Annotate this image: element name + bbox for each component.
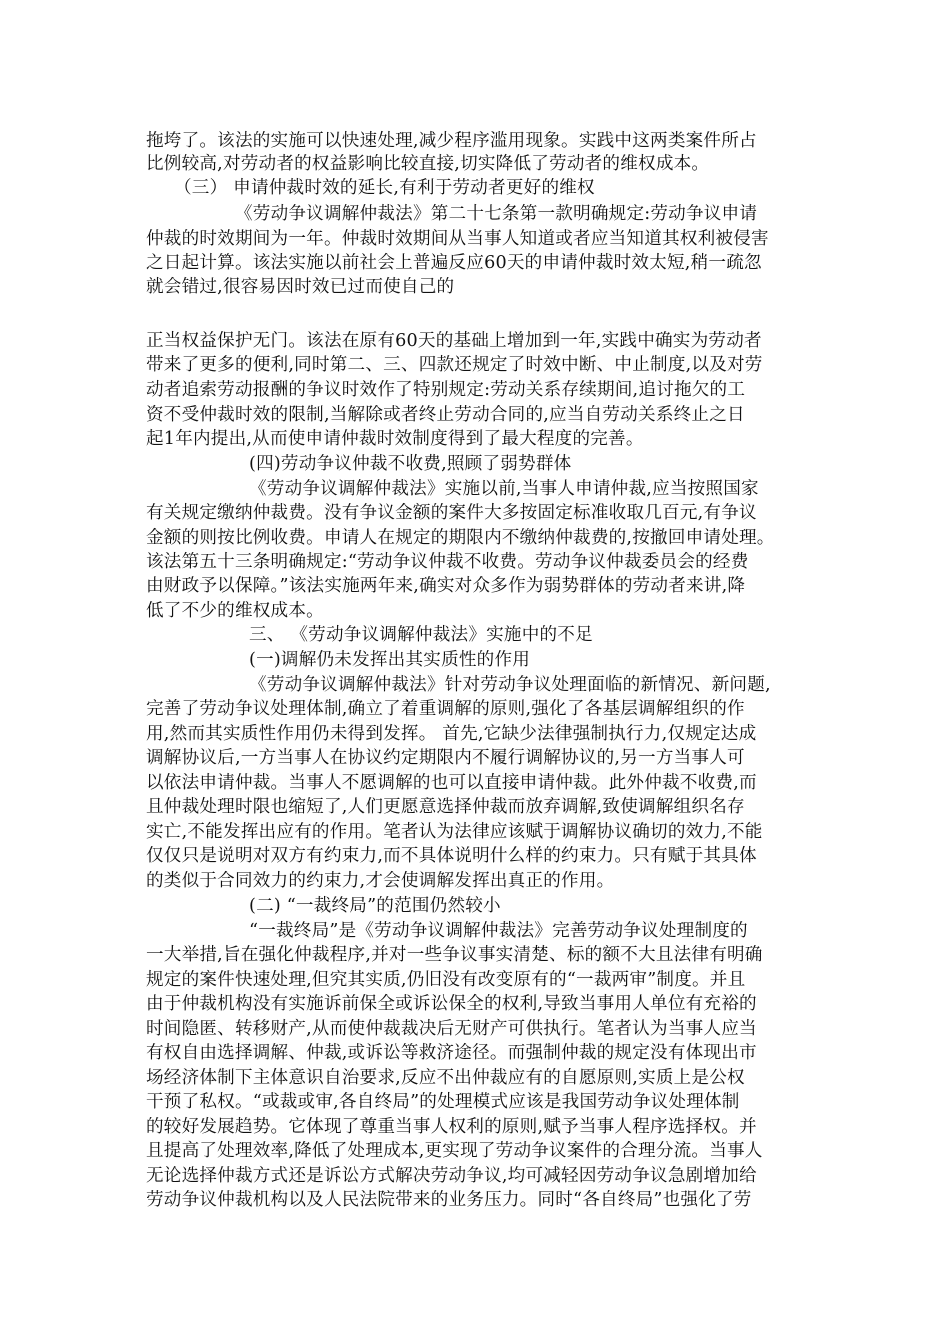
text-line: 资不受仲裁时效的限制,当解除或者终止劳动合同的,应当自劳动关系终止之日 [146,405,745,425]
text-line: 拖垮了。该法的实施可以快速处理,减少程序滥用现象。实践中这两类案件所占 [146,131,757,151]
section-heading: (一)调解仍未发挥出其实质性的作用 [249,650,531,670]
text-line: 由于仲裁机构没有实施诉前保全或诉讼保全的权利,导致当事用人单位有充裕的 [146,994,757,1014]
text-line: 完善了劳动争议处理体制,确立了着重调解的原则,强化了各基层调解组织的作 [146,699,745,719]
section-heading: （三） 申请仲裁时效的延长,有利于劳动者更好的维权 [174,178,595,198]
text-line: 该法第五十三条明确规定:“劳动争议仲裁不收费。劳动争议仲裁委员会的经费 [146,552,749,572]
text-line: 一大举措,旨在强化仲裁程序,并对一些争议事实清楚、标的额不大且法律有明确 [146,945,763,965]
text-line: 金额的则按比例收费。申请人在规定的期限内不缴纳仲裁费的,按撤回申请处理。 [146,528,775,548]
text-line: 低了不少的维权成本。 [146,601,324,621]
text-line: 时间隐匿、转移财产,从而使仲裁裁决后无财产可供执行。笔者认为当事人应当 [146,1019,757,1039]
text-line: 动者追索劳动报酬的争议时效作了特别规定:劳动关系存续期间,追讨拖欠的工 [146,380,746,400]
text-line: 以依法申请仲裁。当事人不愿调解的也可以直接申请仲裁。此外仲裁不收费,而 [146,773,757,793]
text-line: “一裁终局”是《劳动争议调解仲裁法》完善劳动争议处理制度的 [249,921,748,941]
text-line: 场经济体制下主体意识自治要求,反应不出仲裁应有的自愿原则,实质上是公权 [146,1068,745,1088]
text-line: 有权自由选择调解、仲裁,或诉讼等救济途径。而强制仲裁的规定没有体现出市 [146,1043,757,1063]
text-line: 带来了更多的便利,同时第二、三、四款还规定了时效中断、中止制度,以及对劳 [146,355,763,375]
text-line: 有关规定缴纳仲裁费。没有争议金额的案件大多按固定标准收取几百元,有争议 [146,503,757,523]
text-line: 且仲裁处理时限也缩短了,人们更愿意选择仲裁而放弃调解,致使调解组织名存 [146,797,745,817]
text-line: 调解协议后,一方当事人在协议约定期限内不履行调解协议的,另一方当事人可 [146,748,745,768]
text-line: 劳动争议仲裁机构以及人民法院带来的业务压力。同时“各自终局”也强化了劳 [146,1190,752,1210]
text-line: 正当权益保护无门。该法在原有60天的基础上增加到一年,实践中确实为劳动者 [146,331,762,351]
text-line: 干预了私权。“或裁或审,各自终局”的处理模式应该是我国劳动争议处理体制 [146,1092,740,1112]
section-heading: (二) “一裁终局”的范围仍然较小 [249,896,501,916]
text-line: 且提高了处理效率,降低了处理成本,更实现了劳动争议案件的合理分流。当事人 [146,1141,763,1161]
text-line: 之日起计算。该法实施以前社会上普遍反应60天的申请仲裁时效太短,稍一疏忽 [146,253,762,273]
text-line: 由财政予以保障。”该法实施两年来,确实对众多作为弱势群体的劳动者来讲,降 [146,576,746,596]
text-line: 仲裁的时效期间为一年。仲裁时效期间从当事人知道或者应当知道其权利被侵害 [146,229,769,249]
text-line: 《劳动争议调解仲裁法》针对劳动争议处理面临的新情况、新问题, [249,675,771,695]
text-line: 用,然而其实质性作用仍未得到发挥。 首先,它缺少法律强制执行力,仅规定达成 [146,724,757,744]
text-line: 的较好发展趋势。它体现了尊重当事人权利的原则,赋予当事人程序选择权。并 [146,1117,757,1137]
text-line: 起1年内提出,从而使申请仲裁时效制度得到了最大程度的完善。 [146,429,644,449]
section-heading: 三、 《劳动争议调解仲裁法》实施中的不足 [249,625,593,645]
text-line: 比例较高,对劳动者的权益影响比较直接,切实降低了劳动者的维权成本。 [146,154,710,174]
text-line: 的类似于合同效力的约束力,才会使调解发挥出真正的作用。 [146,871,615,891]
section-heading: (四)劳动争议仲裁不收费,照顾了弱势群体 [249,454,572,474]
text-line: 《劳动争议调解仲裁法》第二十七条第一款明确规定:劳动争议申请 [235,204,758,224]
text-line: 规定的案件快速处理,但究其实质,仍旧没有改变原有的“一裁两审”制度。并且 [146,970,746,990]
text-line: 实亡,不能发挥出应有的作用。笔者认为法律应该赋于调解协议确切的效力,不能 [146,822,763,842]
text-line: 就会错过,很容易因时效已过而使自己的 [146,277,455,297]
text-line: 仅仅只是说明对双方有约束力,而不具体说明什么样的约束力。只有赋于其具体 [146,846,757,866]
text-line: 无论选择仲裁方式还是诉讼方式解决劳动争议,均可减轻因劳动争议急剧增加给 [146,1166,757,1186]
text-line: 《劳动争议调解仲裁法》实施以前,当事人申请仲裁,应当按照国家 [249,479,759,499]
